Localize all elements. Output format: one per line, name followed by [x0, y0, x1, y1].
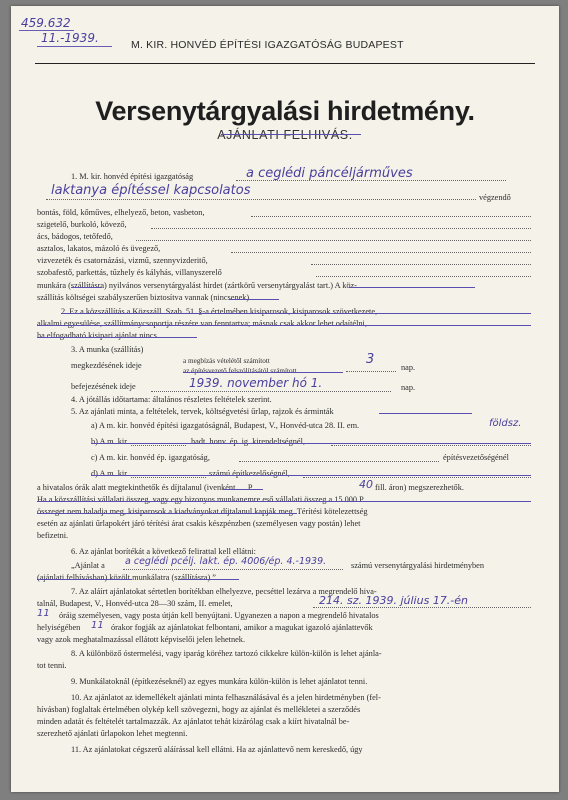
text-line: (ajánlati felhívásban) közölt munkálatra (szállításra).”	[37, 573, 216, 582]
text-line: 11. Az ajánlatokat cégszerű aláírással kell ellátni. Ha az ajánlattevő nem kereskedő, úgy	[71, 745, 363, 754]
strikethrough	[229, 299, 279, 300]
text-line: bontás, föld, kőműves, elhelyező, beton, vasbeton,	[37, 208, 205, 217]
strikethrough	[91, 443, 531, 444]
handwritten-hour: 11	[37, 608, 50, 619]
handwritten-hour: 11	[91, 620, 104, 631]
field-line	[311, 264, 531, 265]
text-line: 9. Munkálatoknál (építkezéseknél) az egyes munkára külön-külön is lehet ajánlatot tenni.	[71, 677, 368, 686]
reference-date: 11.-1939.	[41, 31, 99, 45]
text-line: c) A m. kir. honvéd ép. igazgatóság,	[91, 453, 210, 462]
text-line: számú építkezelőségnél,	[209, 469, 290, 478]
text-line: a) A m. kir. honvéd építési igazgatóságnál, Budapest, V., Honvéd-utca 28. II. em.	[91, 421, 360, 430]
text-line: 6. Az ajánlat borítékát a következő felirattal kell ellátni:	[71, 547, 256, 556]
header-rule	[35, 63, 535, 64]
page-subtitle: AJÁNLATI FELHIVÁS.	[217, 128, 353, 142]
strikethrough	[37, 325, 531, 326]
page-title: Versenytárgyalási hirdetmény.	[95, 96, 475, 126]
strikethrough	[91, 475, 531, 476]
text-line: szobafestő, parkettás, tűzhely és kályhás, villanyszerelő	[37, 268, 222, 277]
text-line: Ha a közszállítási vállalati összeg, vagy egy bizonyos munkanemre eső vállalati összeg a 15.000 P	[37, 495, 364, 504]
text-line: nap.	[401, 363, 416, 372]
field-line	[316, 276, 531, 277]
text-line: szállítás költségei szabályszerűen biztosítva vannak (nincsenek).	[37, 293, 252, 302]
text-line: szerezhető ajánlati űrlapokon lehet megtenni.	[37, 729, 188, 738]
strikethrough	[37, 513, 297, 514]
organization-header: M. KIR. HONVÉD ÉPÍTÉSI IGAZGATÓSÁG BUDAPEST	[131, 39, 404, 51]
text-line: vizvezeték és csatornázási, vizmű, szennyvizderitő,	[37, 256, 208, 265]
strikethrough	[379, 413, 472, 414]
text-line: 5. Az ajánlati minta, a feltételek, tervek, költségvetési űrlap, rajzok és árminták	[71, 407, 334, 416]
text-line: vagy azok meghatalmazással ellátott képviselői jelen lehetnek.	[37, 635, 246, 644]
text-line: a hivatalos órák alatt megtekinthetők és díjtalanul (ivenként .... P	[37, 483, 253, 492]
text-line: az építésvezető felszólításától számított	[183, 367, 297, 375]
field-line	[123, 569, 343, 570]
text-line: ha elfogadható kisipari ajánlat nincs.	[37, 331, 159, 340]
text-line: óráig személyesen, vagy posta útján kell benyújtani. Ugyanezen a napon a megrendelő hivatalos	[59, 611, 379, 620]
strikethrough	[71, 287, 101, 288]
text-line: számú versenytárgyalási hirdetményben	[351, 561, 485, 570]
field-line	[313, 607, 531, 608]
text-line: helyiségében	[37, 623, 81, 632]
text-line: 3. A munka (szállítás)	[71, 345, 144, 354]
field-line	[303, 477, 531, 478]
document-page	[11, 6, 559, 792]
text-line: hívásban) foglaltak értelmében olykép kell szövegezni, hogy az ajánlat és mellékletei a szerződés	[37, 705, 361, 714]
field-line	[346, 371, 396, 372]
field-line	[231, 252, 531, 253]
text-line: talnál, Budapest, V., Honvéd-utca 28—30 szám, II. emelet,	[37, 599, 233, 608]
handwritten-project-2: laktanya építéssel kapcsolatos	[51, 183, 251, 198]
text-line: minden adatát és feltételét tartalmazzák. Az ajánlatot tehát kizárólag csak a kiírt hivatalnál be-	[37, 717, 350, 726]
text-line: 7. Az aláírt ajánlatokat sértetlen borítékban elhelyezve, pecséttel lezárva a megrendelő hiva-	[71, 587, 377, 596]
text-line: a megbízás vételétől számított	[183, 357, 270, 365]
reference-number: 459.632	[21, 16, 71, 30]
reference-underline	[37, 46, 112, 47]
text-line: nap.	[401, 383, 416, 392]
handwritten-start-days: 3	[366, 352, 375, 367]
strikethrough	[37, 579, 132, 580]
text-line: építésvezetőségénél	[443, 453, 509, 462]
text-line: „Ajánlat a	[71, 561, 105, 570]
text-line: asztalos, lakatos, mázoló és üvegező,	[37, 244, 161, 253]
text-line: 2. Ez a közszállítás a Közszáll. Szab. 51. §-a értelmében kisiparosok, kisiparosok szövetkezete,	[61, 307, 378, 316]
strikethrough	[61, 313, 531, 314]
field-line	[251, 216, 531, 217]
text-line: 1. M. kir. honvéd építési igazgatóság	[71, 172, 194, 181]
strikethrough	[183, 372, 343, 373]
handwritten-floor: földsz.	[489, 418, 522, 429]
field-line	[46, 199, 476, 200]
strikethrough	[223, 489, 263, 490]
field-line	[131, 445, 186, 446]
text-line: 8. A különböző óstermelési, vagy iparág köréhez tartozó cikkekre külön-külön is lehet ajánla-	[71, 649, 382, 658]
text-line: befejezésének ideje	[71, 382, 136, 391]
field-line	[131, 477, 206, 478]
strikethrough	[37, 501, 531, 502]
text-line: fill. áron) megszerezhetők.	[375, 483, 464, 492]
text-line: összeget nem haladja meg, kisiparosok a kiadványokat díjtalanul kapják meg. Térítési kötelezettség	[37, 507, 368, 516]
text-line: munkára (szállításra) nyilvános versenytárgyalást hirdet (zártkörű versenytárgyalást tart.) A köz-	[37, 281, 357, 290]
handwritten-subject: a ceglédi pcélj. lakt. ép. 4006/ép. 4.-1939.	[125, 556, 327, 567]
field-line	[136, 240, 531, 241]
text-line: megkezdésének ideje	[71, 361, 142, 370]
subtitle-strikethrough	[221, 134, 361, 135]
text-line: befizetni.	[37, 531, 69, 540]
text-line: 4. A jótállás időtartama: általános részletes feltételek szerint.	[71, 395, 272, 404]
handwritten-project-1: a ceglédi páncéljárműves	[246, 166, 413, 181]
text-line: ács, bádogos, tetőfedő,	[37, 232, 113, 241]
handwritten-deadline: 214. sz. 1939. július 17.-én	[319, 594, 469, 607]
text-line: tot tenni.	[37, 661, 67, 670]
field-line	[151, 228, 531, 229]
strikethrough	[179, 579, 239, 580]
field-line	[239, 461, 439, 462]
handwritten-end-date: 1939. november hó 1.	[189, 376, 323, 390]
text-line: szigetelő, burkoló, kövező,	[37, 220, 127, 229]
text-line: végzendő	[479, 193, 511, 202]
strikethrough	[349, 287, 475, 288]
text-line: 10. Az ajánlatot az idemellékelt ajánlati minta felhasználásával és a jelen hirdetményben (fel-	[71, 693, 381, 702]
text-line: b) A m. kir.	[91, 437, 129, 446]
strikethrough	[37, 337, 197, 338]
field-line	[151, 391, 391, 392]
text-line: hadt. honv. ép. ig. kirendeltségnél,	[191, 437, 305, 446]
text-line: d) A m. kir.	[91, 469, 129, 478]
field-line	[331, 445, 531, 446]
handwritten-price: 40	[359, 478, 373, 491]
text-line: esetén az ajánlati űrlapokért járó térítési árat csakis készpénzben (személyesen vagy postán) lehet	[37, 519, 361, 528]
text-line: alkalmi egyesülése, szállítmánycsoportja részére van fenntartva; másnak csak akkor lehet odaítélni,	[37, 319, 367, 328]
text-line: órakor fogják az ajánlatokat felbontani, amikor a magukat igazoló ajánlattevők	[111, 623, 373, 632]
